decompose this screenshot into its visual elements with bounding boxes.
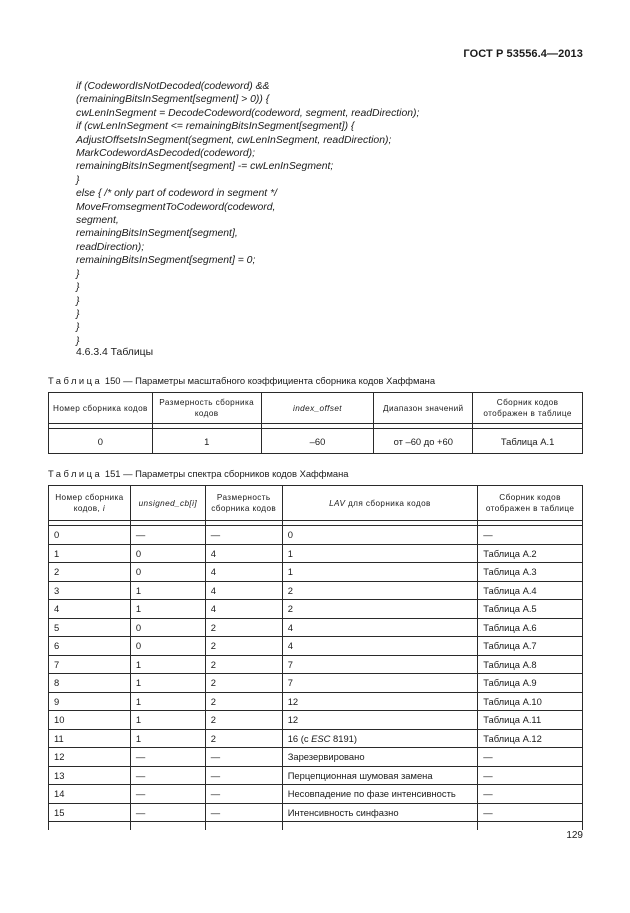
cell-text: 8191) [330, 732, 358, 744]
code-line: MarkCodewordAsDecoded(codeword); [76, 148, 256, 160]
table-151-cell: Таблица А.9 [478, 674, 583, 693]
code-line: MoveFromsegmentToCodeword(codeword, [76, 201, 276, 213]
table-151-cell: 11 [49, 729, 131, 748]
table-151-cell: 7 [282, 674, 478, 693]
table-151-cell: 0 [282, 526, 478, 545]
table-150-cell: –60 [261, 429, 374, 454]
table-151-cell: Зарезервировано [282, 748, 478, 767]
table-151-cell: 4 [282, 618, 478, 637]
code-listing [76, 80, 596, 348]
table-row [49, 692, 583, 711]
table-151-cell: 2 [205, 618, 282, 637]
code-line: } [76, 335, 80, 347]
table-151-cell: — [478, 766, 583, 785]
table-151-cell: 4 [282, 637, 478, 656]
table-150-cell: 1 [152, 429, 261, 454]
table-151-cell: 7 [282, 655, 478, 674]
table-151-cell: 8 [49, 674, 131, 693]
code-line: cwLenInSegment = DecodeCodeword(codeword, segment, readDirection); [76, 107, 420, 119]
table-151-cell [282, 729, 478, 748]
table-151-caption-text: 151 — Параметры спектра сборников кодов Хаффмана [102, 468, 349, 479]
table-151-cell: Перцепционная шумовая замена [282, 766, 478, 785]
table-151-tail-cell [478, 822, 583, 831]
table-151-header-5: Сборник кодов отображен в таблице [478, 486, 583, 521]
table-151-cell: 2 [282, 581, 478, 600]
table-151-cell: 2 [205, 637, 282, 656]
table-151-cell: — [205, 526, 282, 545]
table-151-cell: 1 [130, 655, 205, 674]
table-150-header-4: Диапазон значений [374, 393, 473, 424]
table-151-cell: 4 [205, 600, 282, 619]
table-151-cell: Таблица А.6 [478, 618, 583, 637]
table-151-tail-cell [282, 822, 478, 831]
table-151-cell: 12 [282, 692, 478, 711]
table-151-cell: — [205, 766, 282, 785]
table-151-cell: 0 [130, 618, 205, 637]
table-row [49, 785, 583, 804]
table-151-cell: — [478, 526, 583, 545]
table-151-cell: 9 [49, 692, 131, 711]
table-150-caption-text: 150 — Параметры масштабного коэффициента сборника кодов Хаффмана [102, 375, 436, 386]
table-151-cell: 0 [130, 544, 205, 563]
table-150-header-row [49, 393, 583, 424]
table-row [49, 637, 583, 656]
table-151-cell: Таблица А.12 [478, 729, 583, 748]
code-line: readDirection); [76, 241, 145, 253]
table-151-cell: 15 [49, 803, 131, 822]
table-151-cell: 2 [205, 692, 282, 711]
table-151-header-row [49, 486, 583, 521]
table-151-header-1-var: i [102, 504, 106, 513]
table-row [49, 618, 583, 637]
table-151-header-2: unsigned_cb[i] [130, 486, 205, 521]
table-151-cell: 2 [205, 674, 282, 693]
table-150-header-5: Сборник кодов отображен в таблице [473, 393, 583, 424]
code-line: (remainingBitsInSegment[segment] > 0)) { [76, 94, 270, 106]
table-151-cell: — [478, 803, 583, 822]
table-150-cell: 0 [49, 429, 153, 454]
code-line: } [76, 268, 80, 280]
table-151 [48, 485, 583, 830]
table-151-cell: 1 [130, 711, 205, 730]
table-151-cell: Интенсивность синфазно [282, 803, 478, 822]
table-151-cell: 1 [130, 600, 205, 619]
table-151-cell: — [478, 748, 583, 767]
code-line: segment, [76, 215, 119, 227]
table-151-cell: — [205, 748, 282, 767]
table-151-tail-cell [49, 822, 131, 831]
table-151-cell: — [130, 748, 205, 767]
table-151-cell: 0 [49, 526, 131, 545]
table-row [49, 766, 583, 785]
code-line: } [76, 295, 80, 307]
table-151-cell: Таблица А.4 [478, 581, 583, 600]
table-151-cell: 5 [49, 618, 131, 637]
table-151-tail-cell [205, 822, 282, 831]
table-row [49, 711, 583, 730]
table-150-header-1: Номер сборника кодов [49, 393, 153, 424]
table-150-header-3: index_offset [261, 393, 374, 424]
table-151-cell: 2 [205, 711, 282, 730]
table-151-cell: Несовпадение по фазе интенсивность [282, 785, 478, 804]
table-151-cell: 4 [49, 600, 131, 619]
table-151-cell: 1 [130, 692, 205, 711]
code-line: remainingBitsInSegment[segment], [76, 228, 238, 240]
standard-number: ГОСТ Р 53556.4—2013 [463, 48, 583, 60]
code-line: } [76, 282, 80, 294]
table-151-cell: 4 [205, 563, 282, 582]
code-line: if (CodewordIsNotDecoded(codeword) && [76, 81, 270, 92]
table-row [49, 526, 583, 545]
table-151-tail [49, 822, 583, 831]
table-150-cell: от –60 до +60 [374, 429, 473, 454]
table-151-cell: 7 [49, 655, 131, 674]
table-151-cell: 6 [49, 637, 131, 656]
page-number: 129 [566, 830, 583, 841]
table-151-caption-word: Таблица [48, 468, 103, 479]
cell-text-italic: ESC [311, 732, 331, 744]
table-151-cell: 10 [49, 711, 131, 730]
table-row [49, 655, 583, 674]
table-151-cell: Таблица А.10 [478, 692, 583, 711]
code-line: } [76, 174, 80, 186]
code-line: AdjustOffsetsInSegment(segment, cwLenInSegment, readDirection); [76, 134, 392, 146]
table-151-cell: 4 [205, 581, 282, 600]
table-151-cell: 0 [130, 563, 205, 582]
table-151-cell: — [130, 785, 205, 804]
table-row [49, 748, 583, 767]
table-row [49, 600, 583, 619]
code-line: remainingBitsInSegment[segment] -= cwLenInSegment; [76, 161, 334, 173]
table-151-cell: 4 [205, 544, 282, 563]
table-151-header-4-lav: LAV [329, 498, 346, 508]
table-151-cell: 0 [130, 637, 205, 656]
table-row [49, 674, 583, 693]
table-151-cell: 1 [130, 581, 205, 600]
table-151-tail-cell [130, 822, 205, 831]
table-150-caption-word: Таблица [48, 375, 103, 386]
table-150-caption [48, 375, 435, 386]
code-line: } [76, 322, 80, 334]
table-151-cell: 12 [49, 748, 131, 767]
table-row [49, 544, 583, 563]
code-line: else { /* only part of codeword in segment */ [76, 188, 277, 200]
table-151-body [49, 526, 583, 831]
table-151-header-3: Размерность сборника кодов [205, 486, 282, 521]
table-151-cell: Таблица А.8 [478, 655, 583, 674]
table-151-cell: 1 [282, 544, 478, 563]
table-151-cell: 2 [205, 655, 282, 674]
code-line: remainingBitsInSegment[segment] = 0; [76, 255, 256, 267]
table-151-cell: — [130, 803, 205, 822]
table-151-header-1-text: Номер сборника кодов, [55, 493, 124, 513]
table-151-header-4-text: для сборника кодов [345, 498, 431, 508]
table-row [49, 429, 583, 454]
table-151-cell: — [130, 526, 205, 545]
section-title: 4.6.3.4 Таблицы [76, 347, 154, 358]
table-151-cell: Таблица А.2 [478, 544, 583, 563]
table-row [49, 581, 583, 600]
table-151-cell: Таблица А.3 [478, 563, 583, 582]
table-row [49, 563, 583, 582]
table-151-cell: 1 [130, 674, 205, 693]
table-150 [48, 392, 583, 454]
table-151-cell: 1 [49, 544, 131, 563]
table-150-cell: Таблица А.1 [473, 429, 583, 454]
cell-text: 16 (с [287, 732, 312, 744]
table-151-caption [48, 468, 349, 479]
table-151-cell: — [478, 785, 583, 804]
table-151-cell: Таблица А.5 [478, 600, 583, 619]
table-150-header-2: Размерность сборника кодов [152, 393, 261, 424]
table-151-header-4 [282, 486, 478, 521]
table-151-cell: 2 [49, 563, 131, 582]
table-151-cell: 1 [130, 729, 205, 748]
table-151-cell: — [205, 785, 282, 804]
table-151-cell: 12 [282, 711, 478, 730]
table-row [49, 729, 583, 748]
table-151-cell: — [130, 766, 205, 785]
table-151-cell: 14 [49, 785, 131, 804]
table-151-cell: 2 [205, 729, 282, 748]
table-151-header-1 [49, 486, 131, 521]
table-151-cell: 3 [49, 581, 131, 600]
table-151-cell: 2 [282, 600, 478, 619]
table-151-cell: Таблица А.7 [478, 637, 583, 656]
table-151-cell: Таблица А.11 [478, 711, 583, 730]
table-row [49, 803, 583, 822]
code-line: if (cwLenInSegment <= remainingBitsInSegment[segment]) { [76, 121, 355, 133]
table-151-cell: 13 [49, 766, 131, 785]
table-151-cell: 1 [282, 563, 478, 582]
code-line: } [76, 308, 80, 320]
table-151-cell: — [205, 803, 282, 822]
